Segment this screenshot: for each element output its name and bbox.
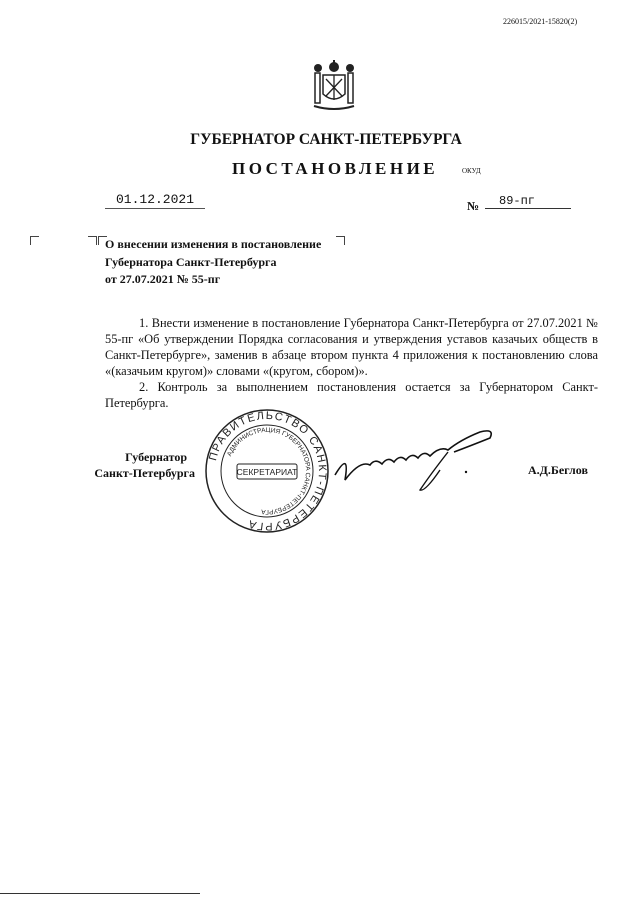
- heading-line: от 27.07.2021 № 55-пг: [105, 272, 221, 286]
- official-stamp: [204, 408, 330, 534]
- paragraph-2: 2. Контроль за выполнением постановления остается за Губернатором Санкт-Петербурга.: [105, 380, 598, 410]
- document-type: ПОСТАНОВЛЕНИЕ: [232, 159, 439, 178]
- okud-label: ОКУД: [462, 167, 481, 175]
- signatory-position: [70, 449, 195, 481]
- stamp-outer-text: ПРАВИТЕЛЬСТВО САНКТ-ПЕТЕРБУРГА: [207, 409, 329, 533]
- number-label: №: [467, 199, 480, 213]
- document-date: 01.12.2021: [105, 192, 205, 209]
- heading-line: О внесении изменения в постановление: [105, 237, 322, 251]
- registration-number: 226015/2021-15820(2): [503, 17, 578, 26]
- corner-mark: [88, 236, 97, 245]
- document-number: 89-пг: [485, 194, 571, 209]
- scan-edge-line: [0, 893, 200, 894]
- corner-mark: [30, 236, 39, 245]
- stamp-center-text: СЕКРЕТАРИАТ: [236, 467, 298, 477]
- corner-mark: [336, 236, 345, 245]
- handwritten-signature: [330, 420, 510, 500]
- heading-line: Губернатора Санкт-Петербурга: [105, 254, 277, 269]
- position-line: Санкт-Петербурга: [94, 466, 195, 480]
- stamp-inner-text: АДМИНИСТРАЦИЯ ГУБЕРНАТОРА САНКТ-ПЕТЕРБУРГА: [226, 426, 312, 516]
- position-line: Губернатор: [125, 450, 187, 464]
- signatory-name: А.Д.Беглов: [528, 463, 588, 477]
- coat-of-arms-emblem: [310, 60, 358, 112]
- document-heading: [105, 236, 321, 289]
- issuer-title: ГУБЕРНАТОР САНКТ-ПЕТЕРБУРГА: [190, 131, 462, 148]
- paragraph-1: 1. Внести изменение в постановление Губернатора Санкт-Петербурга от 27.07.2021 № 55-пг «Об утверждении Порядка согласования и утверждения уставов казачьих обществ в Санкт-Петербурге», заменив в абзаце втором пункта 4 приложения к постановлению слова «(казачьим кругом)» словами «(кругом, сбором)».: [105, 316, 598, 378]
- document-body: [105, 315, 598, 411]
